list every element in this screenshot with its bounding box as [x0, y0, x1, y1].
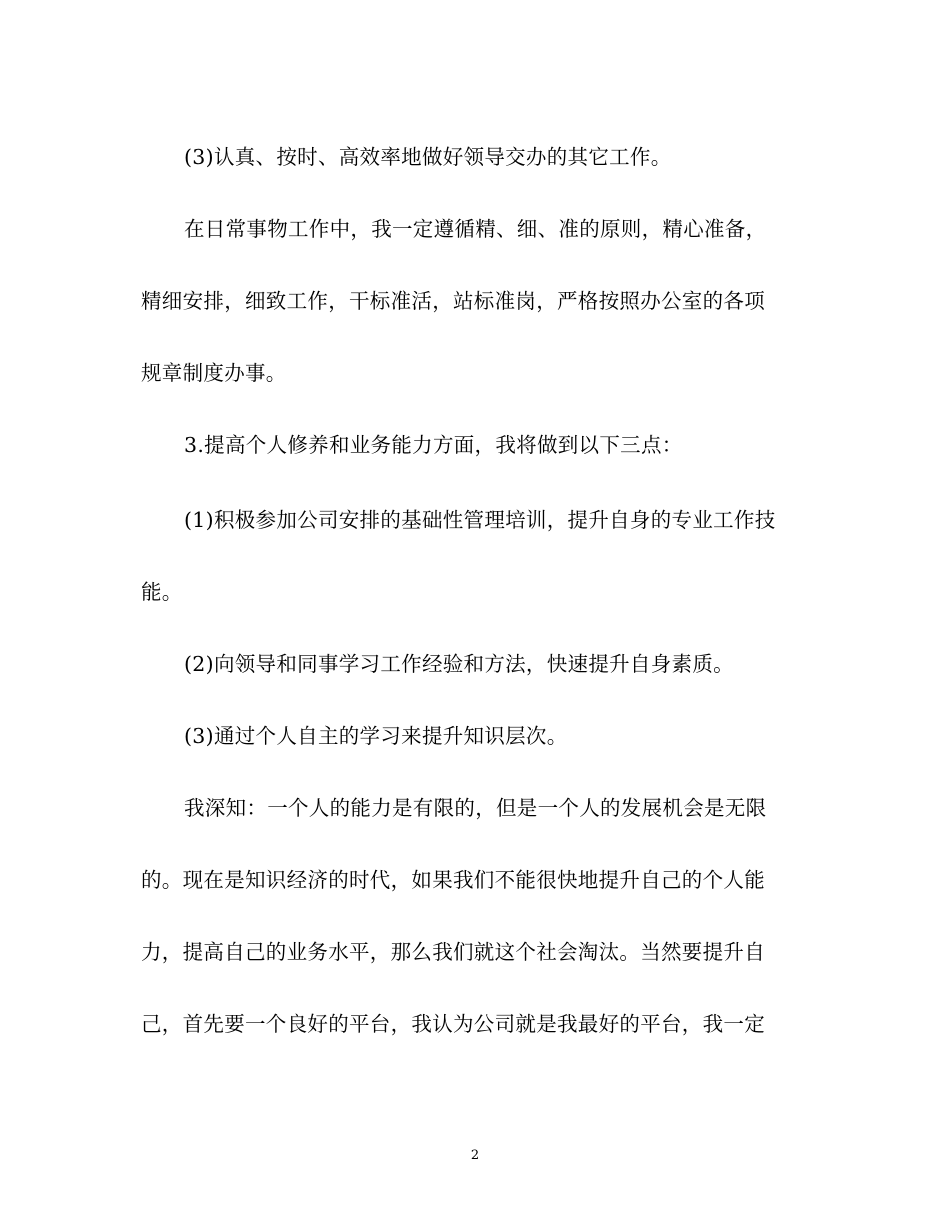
paragraph-line-8: (2)向领导和同事学习工作经验和方法，快速提升自身素质。: [184, 652, 734, 676]
paragraph-line-13: 己，首先要一个良好的平台，我认为公司就是我最好的平台，我一定: [141, 1012, 765, 1036]
paragraph-line-6: (1)积极参加公司安排的基础性管理培训，提升自身的专业工作技: [184, 508, 776, 532]
paragraph-line-2: 在日常事物工作中，我一定遵循精、细、准的原则，精心准备，: [184, 217, 767, 241]
paragraph-line-1: (3)认真、按时、高效率地做好领导交办的其它工作。: [184, 145, 672, 169]
paragraph-line-5: 3.提高个人修养和业务能力方面，我将做到以下三点：: [184, 433, 683, 457]
paragraph-line-12: 力，提高自己的业务水平，那么我们就这个社会淘汰。当然要提升自: [141, 940, 765, 964]
paragraph-line-3: 精细安排，细致工作，干标准活，站标准岗，严格按照办公室的各项: [141, 289, 765, 313]
page-number: 2: [470, 1148, 480, 1163]
paragraph-line-4: 规章制度办事。: [141, 361, 287, 385]
paragraph-line-10: 我深知：一个人的能力是有限的，但是一个人的发展机会是无限: [184, 796, 767, 820]
paragraph-line-7: 能。: [141, 580, 183, 604]
paragraph-line-11: 的。现在是知识经济的时代，如果我们不能很快地提升自己的个人能: [141, 868, 765, 892]
paragraph-line-9: (3)通过个人自主的学习来提升知识层次。: [184, 724, 568, 748]
